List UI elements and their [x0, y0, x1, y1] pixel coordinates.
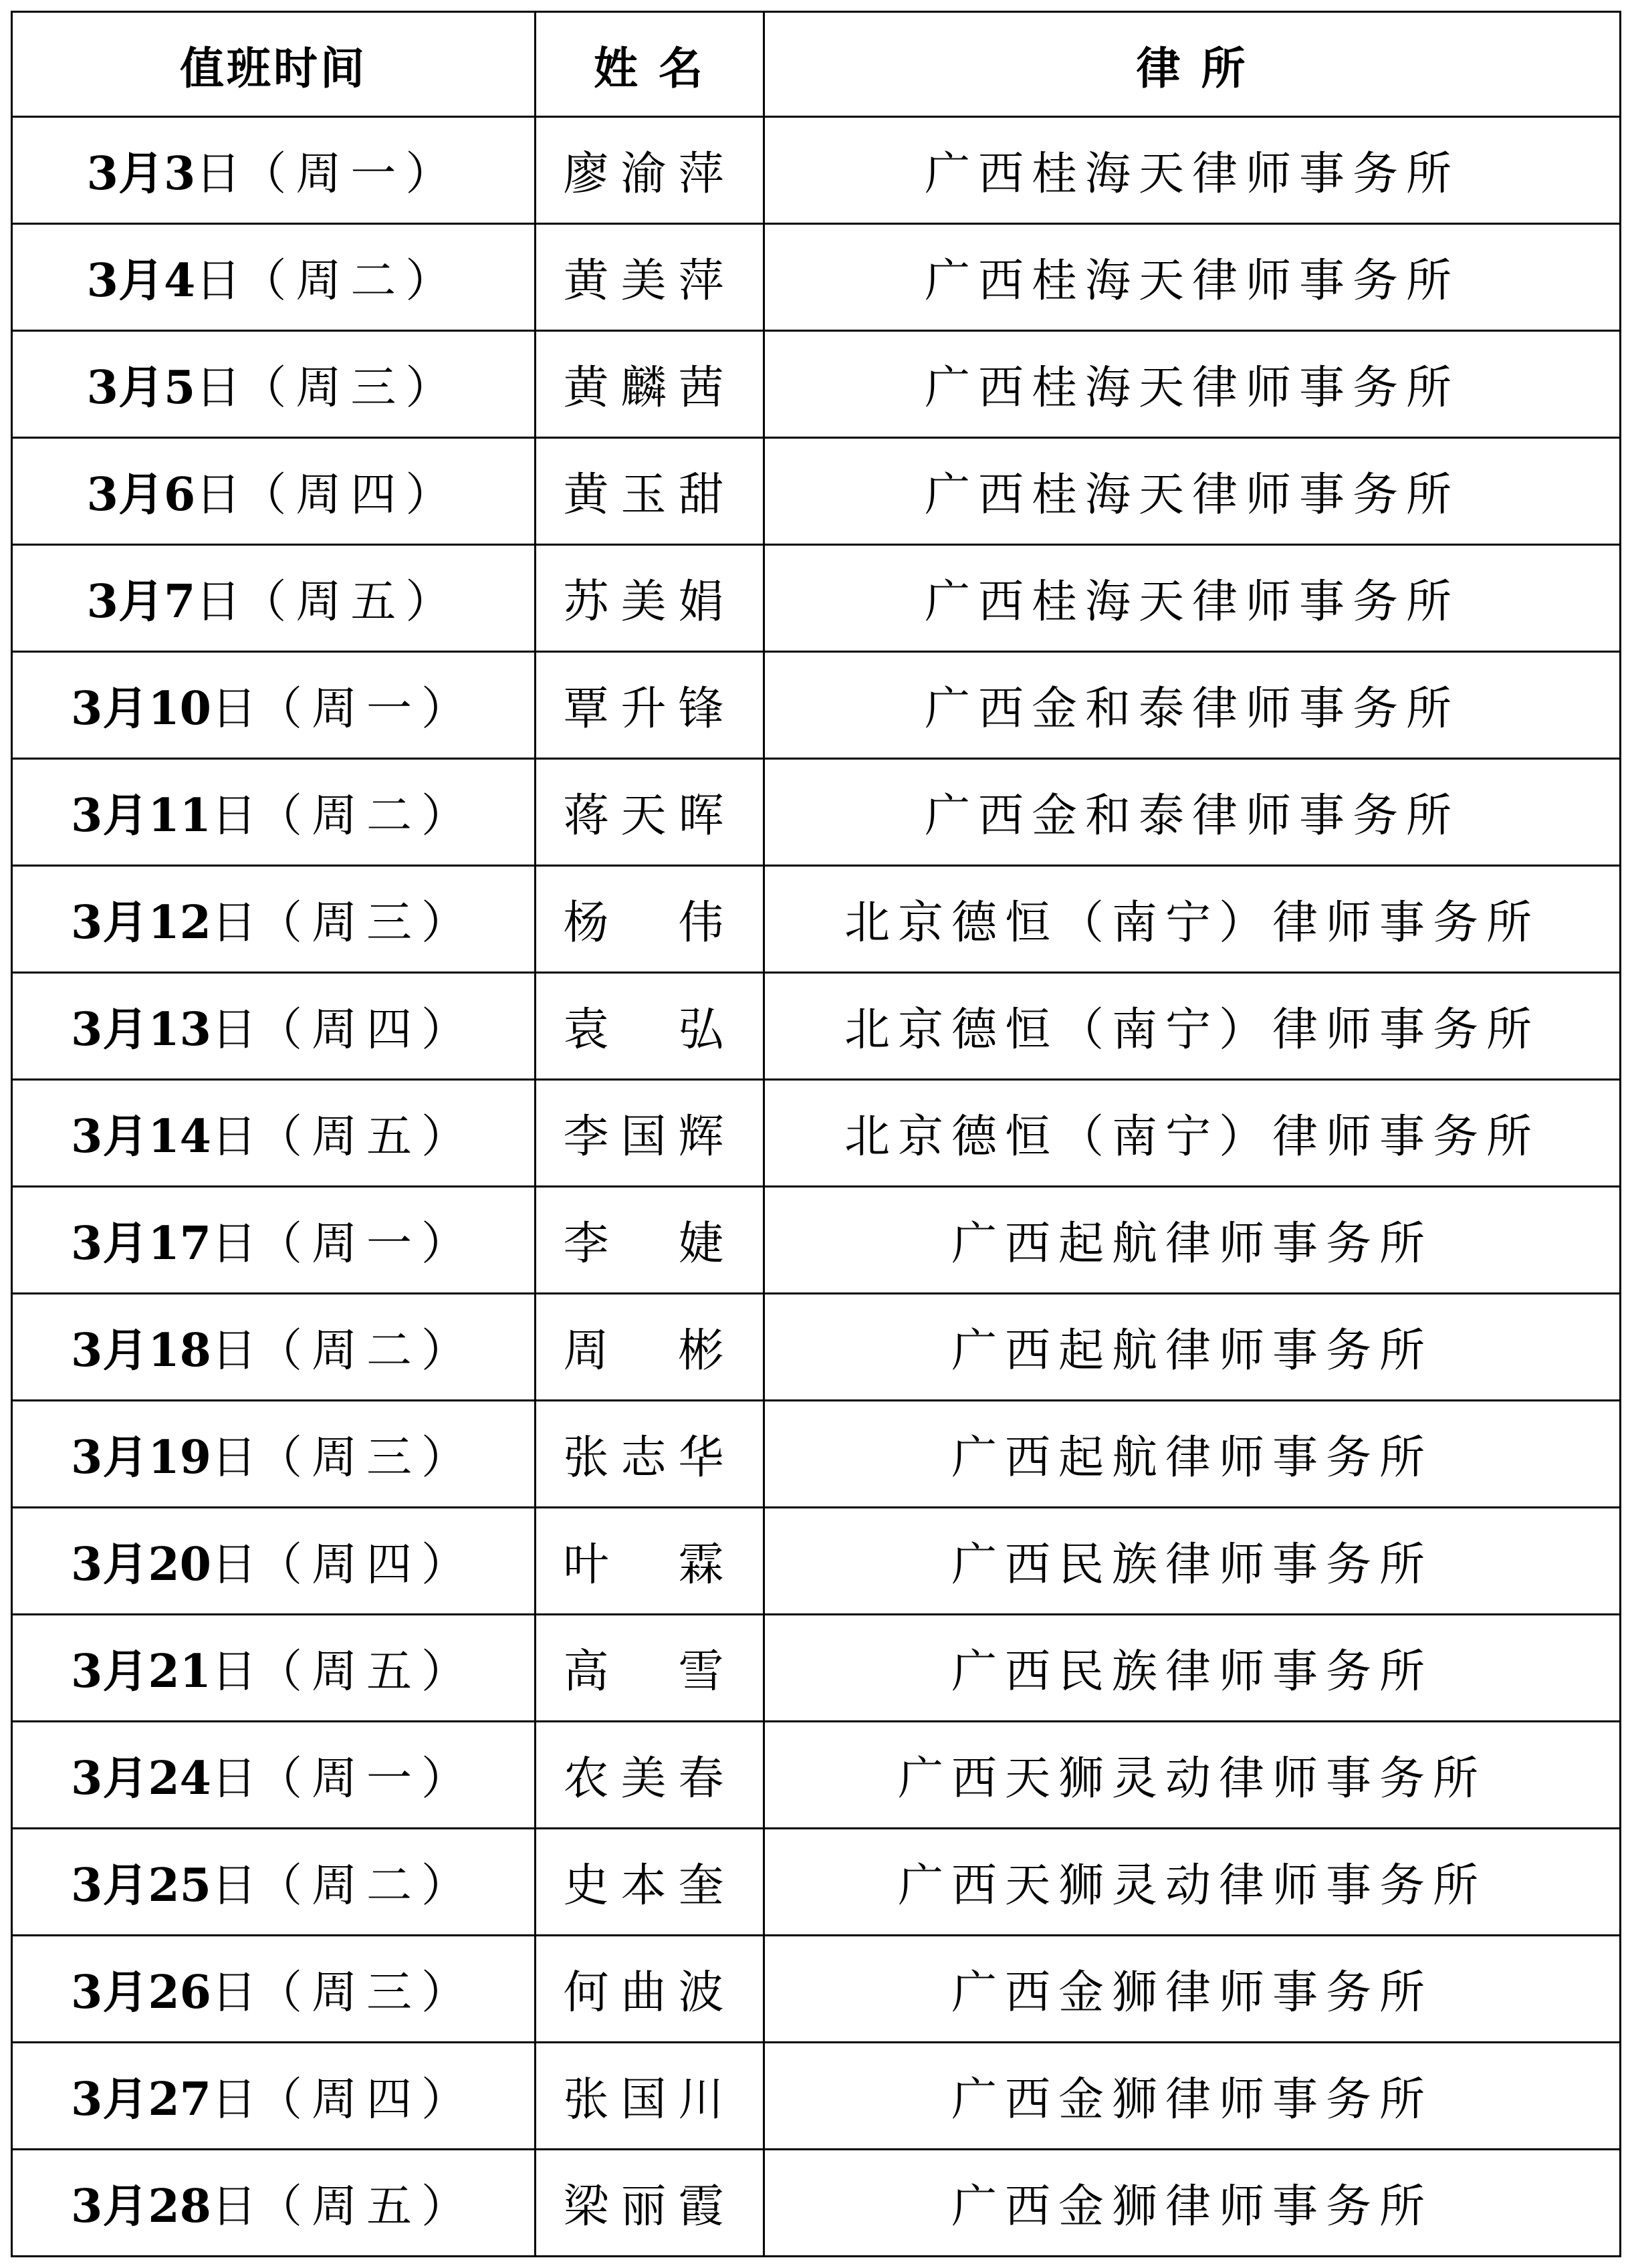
table-row: [12, 1401, 1621, 1508]
duty-date-cell: [12, 866, 536, 973]
law-firm-cell: 北京德恒（南宁）律师事务所: [764, 866, 1621, 973]
duty-date-cell: [12, 1187, 536, 1294]
duty-weekday: （周四）: [241, 469, 461, 522]
duty-date-cell: [12, 1829, 536, 1936]
table-row: [12, 652, 1621, 759]
duty-date-month-day: 3月21: [71, 1645, 211, 1698]
table-row: [12, 545, 1621, 652]
duty-weekday: （周二）: [256, 1325, 476, 1377]
lawyer-name-cell: 黄玉甜: [536, 438, 764, 545]
table-row: [12, 1936, 1621, 2043]
duty-date-cell: [12, 1508, 536, 1615]
table-row: [12, 1615, 1621, 1722]
law-firm-cell: 广西民族律师事务所: [764, 1508, 1621, 1615]
duty-date-month-day: 3月25: [71, 1859, 211, 1912]
lawyer-name-cell: 何曲波: [536, 1936, 764, 2043]
duty-date-cell: [12, 1080, 536, 1187]
law-firm-cell: 广西天狮灵动律师事务所: [764, 1722, 1621, 1829]
lawyer-name-cell: 覃升锋: [536, 652, 764, 759]
law-firm-cell: 广西桂海天律师事务所: [764, 224, 1621, 331]
duty-date-cell: [12, 438, 536, 545]
duty-weekday: （周一）: [256, 1218, 476, 1270]
duty-date-cell: [12, 117, 536, 224]
duty-weekday: （周五）: [241, 576, 461, 629]
duty-date-cell: [12, 652, 536, 759]
law-firm-cell: 广西桂海天律师事务所: [764, 438, 1621, 545]
duty-date-month-day: 3月28: [71, 2180, 211, 2233]
table-body: [12, 117, 1621, 2257]
duty-date-day-suffix: 日: [195, 362, 241, 415]
duty-date-cell: [12, 1936, 536, 2043]
table-row: [12, 1722, 1621, 1829]
law-firm-cell: 广西天狮灵动律师事务所: [764, 1829, 1621, 1936]
duty-weekday: （周四）: [256, 1004, 476, 1056]
duty-date-month-day: 3月4: [86, 254, 196, 308]
table-row: [12, 1508, 1621, 1615]
duty-date-month-day: 3月14: [71, 1110, 211, 1163]
lawyer-name-cell: 黄麟茜: [536, 331, 764, 438]
table-row: [12, 973, 1621, 1080]
duty-date-day-suffix: 日: [211, 1325, 257, 1377]
lawyer-name-cell: 李 婕: [536, 1187, 764, 1294]
law-firm-cell: 广西金狮律师事务所: [764, 2043, 1621, 2150]
duty-weekday: （周三）: [256, 1966, 476, 2019]
duty-weekday: （周一）: [256, 683, 476, 735]
table-row: [12, 1294, 1621, 1401]
lawyer-name-cell: 梁丽霞: [536, 2150, 764, 2257]
duty-weekday: （周二）: [241, 255, 461, 308]
duty-date-cell: [12, 1294, 536, 1401]
duty-date-cell: [12, 1401, 536, 1508]
duty-date-month-day: 3月24: [71, 1752, 211, 1805]
duty-schedule-table: [11, 11, 1621, 2257]
law-firm-cell: 广西金狮律师事务所: [764, 2150, 1621, 2257]
duty-date-cell: [12, 1722, 536, 1829]
table-row: [12, 866, 1621, 973]
duty-weekday: （周三）: [256, 1432, 476, 1484]
header-name: 姓 名: [536, 12, 764, 117]
duty-date-cell: [12, 973, 536, 1080]
lawyer-name-cell: 苏美娟: [536, 545, 764, 652]
law-firm-cell: 广西起航律师事务所: [764, 1401, 1621, 1508]
duty-date-month-day: 3月19: [71, 1431, 211, 1484]
lawyer-name-cell: 高 雪: [536, 1615, 764, 1722]
header-row: [12, 12, 1621, 117]
duty-weekday: （周四）: [256, 2073, 476, 2126]
table-row: [12, 117, 1621, 224]
duty-date-month-day: 3月3: [86, 147, 196, 201]
duty-date-month-day: 3月7: [86, 575, 196, 629]
duty-date-cell: [12, 1615, 536, 1722]
duty-date-month-day: 3月5: [86, 361, 196, 415]
duty-date-day-suffix: 日: [211, 1539, 257, 1591]
duty-date-day-suffix: 日: [195, 469, 241, 522]
duty-weekday: （周二）: [256, 1859, 476, 1912]
duty-date-month-day: 3月12: [71, 896, 211, 949]
duty-date-cell: [12, 224, 536, 331]
law-firm-cell: 广西起航律师事务所: [764, 1294, 1621, 1401]
law-firm-cell: 广西民族律师事务所: [764, 1615, 1621, 1722]
duty-date-month-day: 3月6: [86, 468, 196, 522]
duty-weekday: （周四）: [256, 1539, 476, 1591]
duty-weekday: （周二）: [256, 790, 476, 842]
law-firm-cell: 广西桂海天律师事务所: [764, 545, 1621, 652]
duty-date-month-day: 3月18: [71, 1324, 211, 1377]
duty-date-cell: [12, 2150, 536, 2257]
duty-date-day-suffix: 日: [211, 1752, 257, 1805]
lawyer-name-cell: 袁 弘: [536, 973, 764, 1080]
lawyer-name-cell: 黄美萍: [536, 224, 764, 331]
duty-date-day-suffix: 日: [211, 897, 257, 949]
duty-date-day-suffix: 日: [195, 148, 241, 201]
duty-date-day-suffix: 日: [211, 1111, 257, 1163]
table-row: [12, 1187, 1621, 1294]
duty-weekday: （周一）: [256, 1752, 476, 1805]
table-row: [12, 331, 1621, 438]
duty-date-month-day: 3月27: [71, 2073, 211, 2126]
table-row: [12, 2150, 1621, 2257]
lawyer-name-cell: 周 彬: [536, 1294, 764, 1401]
table-row: [12, 1829, 1621, 1936]
duty-date-day-suffix: 日: [211, 1218, 257, 1270]
duty-date-cell: [12, 545, 536, 652]
duty-date-day-suffix: 日: [211, 1646, 257, 1698]
duty-date-month-day: 3月17: [71, 1217, 211, 1270]
lawyer-name-cell: 张国川: [536, 2043, 764, 2150]
duty-date-cell: [12, 331, 536, 438]
header-duty-time: 值班时间: [12, 12, 536, 117]
duty-date-day-suffix: 日: [211, 2180, 257, 2233]
duty-date-day-suffix: 日: [195, 255, 241, 308]
law-firm-cell: 广西金狮律师事务所: [764, 1936, 1621, 2043]
duty-date-month-day: 3月20: [71, 1538, 211, 1591]
table-row: [12, 438, 1621, 545]
duty-weekday: （周五）: [256, 1646, 476, 1698]
law-firm-cell: 广西金和泰律师事务所: [764, 652, 1621, 759]
duty-weekday: （周一）: [241, 148, 461, 201]
duty-date-month-day: 3月13: [71, 1003, 211, 1056]
lawyer-name-cell: 史本奎: [536, 1829, 764, 1936]
duty-date-month-day: 3月26: [71, 1966, 211, 2019]
duty-date-cell: [12, 759, 536, 866]
law-firm-cell: 广西起航律师事务所: [764, 1187, 1621, 1294]
duty-weekday: （周三）: [241, 362, 461, 415]
lawyer-name-cell: 蒋天晖: [536, 759, 764, 866]
table-header: [12, 12, 1621, 117]
duty-weekday: （周五）: [256, 1111, 476, 1163]
duty-date-day-suffix: 日: [211, 683, 257, 735]
duty-date-day-suffix: 日: [211, 790, 257, 842]
duty-date-day-suffix: 日: [211, 2073, 257, 2126]
table-row: [12, 224, 1621, 331]
duty-date-day-suffix: 日: [195, 576, 241, 629]
table-row: [12, 1080, 1621, 1187]
law-firm-cell: 广西金和泰律师事务所: [764, 759, 1621, 866]
duty-date-cell: [12, 2043, 536, 2150]
lawyer-name-cell: 杨 伟: [536, 866, 764, 973]
duty-date-day-suffix: 日: [211, 1432, 257, 1484]
law-firm-cell: 广西桂海天律师事务所: [764, 117, 1621, 224]
table-row: [12, 759, 1621, 866]
duty-weekday: （周三）: [256, 897, 476, 949]
table-row: [12, 2043, 1621, 2150]
lawyer-name-cell: 张志华: [536, 1401, 764, 1508]
duty-date-day-suffix: 日: [211, 1859, 257, 1912]
lawyer-name-cell: 廖渝萍: [536, 117, 764, 224]
law-firm-cell: 北京德恒（南宁）律师事务所: [764, 973, 1621, 1080]
duty-weekday: （周五）: [256, 2180, 476, 2233]
law-firm-cell: 广西桂海天律师事务所: [764, 331, 1621, 438]
duty-date-day-suffix: 日: [211, 1004, 257, 1056]
lawyer-name-cell: 叶 霖: [536, 1508, 764, 1615]
lawyer-name-cell: 李国辉: [536, 1080, 764, 1187]
law-firm-cell: 北京德恒（南宁）律师事务所: [764, 1080, 1621, 1187]
duty-date-month-day: 3月11: [71, 789, 211, 842]
duty-date-month-day: 3月10: [71, 682, 211, 735]
lawyer-name-cell: 农美春: [536, 1722, 764, 1829]
duty-date-day-suffix: 日: [211, 1966, 257, 2019]
header-law-firm: 律 所: [764, 12, 1621, 117]
